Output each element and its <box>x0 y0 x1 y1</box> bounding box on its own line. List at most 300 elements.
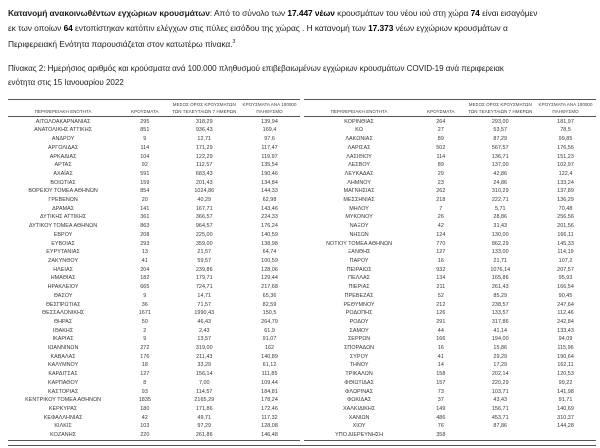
intro-gates-count: 64 <box>63 22 73 33</box>
cell-per100k: 65,36 <box>262 292 277 299</box>
cell-per100k: 97,6 <box>264 136 275 143</box>
cell-regional-unit: ΘΑΣΟΥ <box>53 292 73 299</box>
cell-avg7: 49,71 <box>197 414 212 421</box>
cell-per100k: 181,97 <box>557 118 574 125</box>
cell-per100k: 144,28 <box>557 423 574 430</box>
table-row <box>8 370 300 379</box>
cell-cases: 9 <box>143 292 147 299</box>
cell-per100k: 61,9 <box>264 327 275 334</box>
cell-regional-unit: ΝΑΞΟΥ <box>349 223 369 230</box>
table-row <box>304 309 596 318</box>
cell-regional-unit: ΑΝΔΡΟΥ <box>51 136 75 143</box>
cell-regional-unit: ΡΟΔΟΠΗΣ <box>345 310 373 317</box>
intro-line3-text: Περιφερειακή Ενότητα παρουσιάζεται στον κατωτέρω πίνακα. <box>8 38 233 49</box>
cell-avg7: 15,86 <box>493 345 508 352</box>
table-row <box>304 161 596 170</box>
cell-cases: 502 <box>436 144 446 151</box>
cell-avg7: 1024,86 <box>194 188 215 195</box>
table-row <box>8 396 300 405</box>
data-tables-container <box>8 99 596 441</box>
cell-avg7: 136,71 <box>491 153 509 160</box>
cell-per100k <box>535 431 596 440</box>
table-row <box>8 257 300 266</box>
table-row <box>8 326 300 335</box>
cell-avg7: 261,43 <box>491 284 509 291</box>
caption-line-2: ενότητα στις 15 Ιανουαρίου 2022 <box>8 77 124 87</box>
cell-cases: 770 <box>436 240 446 247</box>
cell-per100k: 115,96 <box>557 345 574 352</box>
cell-cases: 7 <box>439 205 443 212</box>
cell-cases: 44 <box>437 327 444 334</box>
cell-regional-unit: ΠΙΕΡΙΑΣ <box>348 284 370 291</box>
cell-cases: 166 <box>436 336 446 343</box>
cell-regional-unit: ΤΗΝΟΥ <box>349 362 369 369</box>
cell-per100k: 135,54 <box>261 162 278 169</box>
cell-regional-unit: ΝΗΣΩΝ <box>349 231 369 238</box>
cell-avg7: 5,71 <box>494 205 506 212</box>
cell-regional-unit: ΑΡΚΑΔΙΑΣ <box>49 153 77 160</box>
cell-cases: 26 <box>437 214 444 221</box>
cell-cases: 42 <box>141 414 148 421</box>
cell-regional-unit: ΣΑΜΟΥ <box>349 327 369 334</box>
table-row <box>304 222 596 231</box>
cell-avg7: 133,00 <box>491 249 509 256</box>
cell-regional-unit: ΗΡΑΚΛΕΙΟΥ <box>47 284 79 291</box>
header-avg7-line2-right: ΤΩΝ ΤΕΛΕΥΤΑΙΩΝ 7 ΗΜΕΡΩΝ <box>465 109 535 117</box>
table-row <box>304 396 596 405</box>
table-header-row-left <box>8 109 300 117</box>
header-per100k-line2-right: ΠΛΗΘΥΣΜΟ <box>535 109 596 117</box>
cell-per100k: 247,64 <box>557 301 574 308</box>
table-row <box>8 309 300 318</box>
cell-avg7: 43,43 <box>493 397 508 404</box>
table-row <box>8 135 300 144</box>
cell-per100k: 112,46 <box>557 310 574 317</box>
intro-line-3 <box>8 35 596 51</box>
table-row <box>8 213 300 222</box>
cell-avg7: 156,14 <box>195 371 213 378</box>
table-row <box>8 196 300 205</box>
cell-avg7: 2,43 <box>198 327 210 334</box>
cell-regional-unit: ΛΗΜΝΟΥ <box>347 179 371 186</box>
cell-cases: 93 <box>141 388 148 395</box>
cell-per100k: 137,89 <box>557 188 574 195</box>
cell-regional-unit: ΑΡΤΑΣ <box>54 162 72 169</box>
table-row <box>304 318 596 327</box>
table-row <box>304 387 596 396</box>
cell-cases: 220 <box>120 431 169 440</box>
cell-per100k: 176,24 <box>261 223 278 230</box>
intro-line2-c: νέων εγχώριων κρουσμάτων α <box>393 22 508 33</box>
cell-regional-unit: ΚΑΒΑΛΑΣ <box>50 353 76 360</box>
cell-per100k: 172,46 <box>261 405 278 412</box>
cell-regional-unit: ΠΕΙΡΑΙΩΣ <box>346 266 372 273</box>
table-row <box>304 326 596 335</box>
table-right-column <box>302 99 596 441</box>
cell-regional-unit: ΚΕΦΑΛΛΗΝΙΑΣ <box>43 414 83 421</box>
table-row <box>304 231 596 240</box>
table-row <box>304 292 596 301</box>
cell-regional-unit: ΦΩΚΙΔΑΣ <box>346 397 372 404</box>
cell-cases: 14 <box>437 362 444 369</box>
header-avg7-line2-left: ΤΩΝ ΤΕΛΕΥΤΑΙΩΝ 7 ΗΜΕΡΩΝ <box>169 109 239 117</box>
cell-regional-unit: ΚΑΣΤΟΡΙΑΣ <box>47 388 79 395</box>
cell-cases: 41 <box>437 353 444 360</box>
cell-cases: 16 <box>437 257 444 264</box>
cell-regional-unit: ΗΜΑΘΙΑΣ <box>50 275 76 282</box>
footnote-marker: 3 <box>232 39 236 46</box>
cell-avg7: 167,71 <box>195 205 213 212</box>
intro-line1-c: είναι εισαγόμεν <box>479 8 538 18</box>
cell-per100k: 128,06 <box>261 266 278 273</box>
cell-cases: 126 <box>436 310 446 317</box>
table-row <box>8 431 300 440</box>
cell-regional-unit: ΚΩ <box>355 127 363 134</box>
cell-cases: 264 <box>436 118 446 125</box>
cell-regional-unit: ΥΠΟ ΔΙΕΡΕΥΝΗΣΗ <box>304 431 416 440</box>
cell-cases: 114 <box>140 144 150 151</box>
table-row <box>8 405 300 414</box>
cell-avg7: 171,86 <box>195 405 213 412</box>
cell-avg7: 179,71 <box>195 275 213 282</box>
cell-cases: 291 <box>436 318 446 325</box>
cell-cases: 293 <box>140 240 150 247</box>
cell-per100k: 190,64 <box>557 353 574 360</box>
header-regional-unit-left: ΠΕΡΙΦΕΡΕΙΑΚΗ ΕΝΟΤΗΤΑ <box>8 109 120 117</box>
cell-per100k: 178,24 <box>261 397 278 404</box>
table-row <box>8 422 300 431</box>
cell-cases: 9 <box>143 336 147 343</box>
cell-avg7: 137,00 <box>491 162 509 169</box>
cell-cases: 89 <box>437 162 444 169</box>
cell-avg7: 310,29 <box>491 188 509 195</box>
cell-per100k: 95,93 <box>558 275 573 282</box>
cell-regional-unit: ΙΘΑΚΗΣ <box>52 327 74 334</box>
table-top-rule-right <box>304 99 596 109</box>
table-row <box>8 318 300 327</box>
cell-avg7: 453,71 <box>491 414 509 421</box>
cell-regional-unit: ΛΑΣΙΘΙΟΥ <box>346 153 372 160</box>
cell-per100k: 138,98 <box>261 240 278 247</box>
cell-cases: 42 <box>437 223 444 230</box>
cell-regional-unit: ΜΗΛΟΥ <box>349 205 369 212</box>
table-row <box>8 379 300 388</box>
table-row <box>8 144 300 153</box>
cell-avg7: 41,14 <box>493 327 508 334</box>
table-row <box>304 239 596 248</box>
cell-cases: 103 <box>140 423 150 430</box>
cell-cases: 1835 <box>138 397 151 404</box>
cell-cases: 36 <box>141 301 148 308</box>
cell-cases: 212 <box>436 301 446 308</box>
cell-cases: 932 <box>436 266 446 273</box>
cell-regional-unit: ΚΑΛΥΜΝΟΥ <box>47 362 79 369</box>
cell-cases: 29 <box>437 170 444 177</box>
cell-avg7: 317,86 <box>491 318 509 325</box>
cell-regional-unit: ΚΙΛΚΙΣ <box>54 423 72 430</box>
cell-regional-unit: ΔΡΑΜΑΣ <box>52 205 75 212</box>
table-row <box>8 300 300 309</box>
cell-cases: 134 <box>436 275 446 282</box>
cell-cases: 176 <box>140 353 150 360</box>
table-left-column <box>8 99 302 441</box>
header-cases-right: ΚΡΟΥΣΜΑΤΑ <box>416 109 465 117</box>
cell-regional-unit: ΠΡΕΒΕΖΑΣ <box>344 292 374 299</box>
cell-avg7: 46,43 <box>197 318 212 325</box>
cell-per100k: 166,11 <box>557 231 574 238</box>
cell-regional-unit: ΔΥΤΙΚΗΣ ΑΤΤΙΚΗΣ <box>39 214 87 221</box>
table-row <box>8 222 300 231</box>
cell-regional-unit: ΚΟΡΙΝΘΙΑΣ <box>344 118 374 125</box>
cell-per100k: 310,37 <box>557 414 574 421</box>
cell-cases: 2 <box>143 327 147 334</box>
cell-regional-unit: ΓΡΕΒΕΝΩΝ <box>48 197 78 204</box>
cell-avg7: 87,86 <box>493 423 508 430</box>
table-row <box>304 431 596 440</box>
cell-avg7: 201,43 <box>195 179 213 186</box>
cell-cases: 18 <box>141 362 148 369</box>
cell-cases: 104 <box>140 153 150 160</box>
table-row <box>8 292 300 301</box>
regional-unit-table-left <box>8 99 300 441</box>
cell-per100k: 162,11 <box>557 362 574 369</box>
cell-avg7: 21,57 <box>197 249 212 256</box>
cell-per100k: 140,69 <box>557 405 574 412</box>
cell-avg7: 122,29 <box>195 153 213 160</box>
cell-cases: 127 <box>436 249 446 256</box>
intro-line2-b: εντοπίστηκαν κατόπιν ελέγχων στις πύλες εισόδου της χώρας . Η κατανομή των <box>72 22 369 33</box>
cell-cases: 211 <box>436 284 446 291</box>
table-row <box>304 152 596 161</box>
header-per100k-line1-right: ΚΡΟΥΣΜΑΤΑ ΑΝΑ 100000 <box>535 99 596 109</box>
cell-avg7: 97,29 <box>197 423 212 430</box>
cell-cases: 665 <box>140 284 150 291</box>
cell-avg7: 53,57 <box>493 127 508 134</box>
cell-cases: 41 <box>141 257 148 264</box>
cell-avg7: 87,29 <box>493 136 508 143</box>
table-row <box>304 422 596 431</box>
cell-per100k: 91,71 <box>558 397 573 404</box>
cell-cases: 157 <box>436 379 446 386</box>
cell-per100k: 224,33 <box>261 214 278 221</box>
cell-cases: 9 <box>143 136 147 143</box>
cell-per100k: 114,19 <box>557 249 574 256</box>
cell-per100k: 264,79 <box>261 318 278 325</box>
page-bottom-rule <box>8 445 596 446</box>
cell-per100k: 117,47 <box>261 144 278 151</box>
cell-cases: 854 <box>140 188 150 195</box>
cell-per100k: 146,48 <box>239 431 300 440</box>
table-row <box>304 361 596 370</box>
cell-avg7: 567,57 <box>491 144 509 151</box>
cell-avg7: 24,86 <box>493 179 508 186</box>
cell-per100k: 134,84 <box>261 179 278 186</box>
intro-imported-count: 74 <box>470 8 480 18</box>
cell-cases: 158 <box>436 371 446 378</box>
cell-regional-unit: ΦΛΩΡΙΝΑΣ <box>345 388 374 395</box>
cell-cases: 591 <box>140 170 150 177</box>
cell-per100k: 166,54 <box>557 284 574 291</box>
cell-avg7: 261,86 <box>169 431 239 440</box>
table-header-row-right <box>304 109 596 117</box>
cell-regional-unit: ΞΑΝΘΗΣ <box>347 249 371 256</box>
cell-regional-unit: ΑΝΑΤΟΛΙΚΗΣ ΑΤΤΙΚΗΣ <box>34 127 93 134</box>
table-row <box>304 205 596 214</box>
cell-regional-unit: ΑΙΤΩΛΟΑΚΑΡΝΑΝΙΑΣ <box>35 118 91 125</box>
cell-cases: 76 <box>437 423 444 430</box>
cell-per100k: 136,29 <box>557 197 574 204</box>
cell-cases: 358 <box>416 431 465 440</box>
cell-cases: 1671 <box>138 310 151 317</box>
cell-regional-unit: ΤΡΙΚΑΛΩΝ <box>345 371 373 378</box>
cell-regional-unit: ΣΥΡΟΥ <box>349 353 369 360</box>
cell-per100k: 133,43 <box>557 327 574 334</box>
table-row <box>8 161 300 170</box>
cell-regional-unit: ΝΟΤΙΟΥ ΤΟΜΕΑ ΑΘΗΝΩΝ <box>326 240 393 247</box>
cell-regional-unit: ΘΗΡΑΣ <box>53 318 73 325</box>
table-head-right <box>304 99 596 117</box>
cell-per100k: 207,57 <box>557 266 574 273</box>
cell-regional-unit: ΚΟΖΑΝΗΣ <box>8 431 120 440</box>
header-avg7-line1-right: ΜΕΣΟΣ ΟΡΟΣ ΚΡΟΥΣΜΑΤΩΝ <box>465 99 535 109</box>
cell-avg7: 238,57 <box>491 301 509 308</box>
cell-per100k: 107,2 <box>558 257 573 264</box>
cell-regional-unit: ΔΥΤΙΚΟΥ ΤΟΜΕΑ ΑΘΗΝΩΝ <box>29 223 98 230</box>
table-row <box>304 248 596 257</box>
cell-avg7: 29,29 <box>493 353 508 360</box>
cell-regional-unit: ΜΥΚΟΝΟΥ <box>345 214 373 221</box>
table-top-rule-left <box>8 99 300 109</box>
cell-cases: 262 <box>436 188 446 195</box>
cell-cases: 141 <box>140 205 150 212</box>
cell-avg7: 1990,43 <box>194 310 215 317</box>
cell-cases: 208 <box>140 231 150 238</box>
cell-avg7: 33,29 <box>197 362 212 369</box>
cell-regional-unit: ΧΑΛΚΙΔΙΚΗΣ <box>342 405 376 412</box>
intro-total-cases: 17.447 νέων <box>287 8 335 18</box>
table-row <box>304 135 596 144</box>
cell-per100k: 217,68 <box>261 284 278 291</box>
cell-avg7: 14,71 <box>197 292 212 299</box>
cell-avg7: 28,86 <box>493 214 508 221</box>
cell-per100k: 201,56 <box>557 223 574 230</box>
cell-regional-unit: ΧΙΟΥ <box>352 423 366 430</box>
cell-per100k: 109,44 <box>261 379 278 386</box>
cell-avg7: 42,86 <box>493 170 508 177</box>
cell-cases: 124 <box>436 231 446 238</box>
cell-cases: 23 <box>437 179 444 186</box>
cell-avg7: 21,71 <box>493 257 508 264</box>
intro-lead-label: Κατανομή ανακοινωθέντων εγχώριων κρουσμάτων <box>8 8 210 18</box>
cell-per100k: 140,59 <box>261 231 278 238</box>
table-row <box>8 170 300 179</box>
cell-avg7: 964,57 <box>195 223 213 230</box>
cell-per100k: 82,59 <box>262 301 277 308</box>
cell-cases: 486 <box>436 414 446 421</box>
cell-regional-unit: ΘΕΣΠΡΩΤΙΑΣ <box>45 301 81 308</box>
table-row <box>304 283 596 292</box>
cell-avg7: 211,43 <box>196 353 213 360</box>
intro-domestic-count: 17.373 <box>368 22 394 33</box>
cell-per100k: 61,12 <box>262 362 277 369</box>
cell-avg7: 31,43 <box>493 223 508 230</box>
table-row <box>304 144 596 153</box>
cell-avg7: 936,43 <box>195 127 213 134</box>
cell-per100k: 256,56 <box>557 214 574 221</box>
cell-cases: 37 <box>437 397 444 404</box>
cell-regional-unit: ΠΕΛΛΑΣ <box>348 275 371 282</box>
cell-regional-unit: ΖΑΚΥΝΘΟΥ <box>48 257 79 264</box>
intro-line1-b: κρουσμάτων του νέου ιού στη χώρα <box>334 8 471 18</box>
cell-avg7: 13,57 <box>197 336 212 343</box>
cell-per100k: 129,44 <box>261 275 278 282</box>
cell-avg7 <box>465 431 535 440</box>
cell-avg7: 683,43 <box>195 170 213 177</box>
cell-per100k: 140,89 <box>261 353 278 360</box>
cell-avg7: 359,00 <box>195 240 213 247</box>
cell-cases: 863 <box>140 223 150 230</box>
cell-cases: 92 <box>141 162 148 169</box>
cell-per100k: 141,98 <box>557 388 574 395</box>
table-row <box>8 274 300 283</box>
cell-per100k: 119,97 <box>261 153 278 160</box>
cell-regional-unit: ΜΕΣΣΗΝΙΑΣ <box>343 197 375 204</box>
cell-avg7: 171,29 <box>195 144 213 151</box>
table-row <box>304 352 596 361</box>
table-row <box>304 196 596 205</box>
table-row <box>8 231 300 240</box>
table-row <box>8 335 300 344</box>
table-head-left <box>8 99 300 117</box>
cell-regional-unit: ΛΑΡΙΣΑΣ <box>347 144 371 151</box>
cell-cases: 159 <box>140 179 150 186</box>
cell-regional-unit: ΚΑΡΔΙΤΣΑΣ <box>48 371 78 378</box>
header-per100k-line2-left: ΠΛΗΘΥΣΜΟ <box>239 109 300 117</box>
cell-per100k: 128,08 <box>261 423 278 430</box>
cell-per100k: 143,46 <box>261 205 278 212</box>
table-row <box>304 117 596 126</box>
cell-avg7: 165,86 <box>491 275 509 282</box>
table-row <box>8 283 300 292</box>
table-caption <box>8 62 596 90</box>
cell-per100k: 145,33 <box>557 240 574 247</box>
cell-avg7: 114,57 <box>196 388 213 395</box>
table-row <box>8 178 300 187</box>
cell-per100k: 242,84 <box>557 318 574 325</box>
cell-regional-unit: ΛΕΥΚΑΔΑΣ <box>344 170 374 177</box>
cell-regional-unit: ΡΕΘΥΜΝΟΥ <box>343 301 375 308</box>
table-row <box>8 205 300 214</box>
cell-regional-unit: ΑΡΓΟΛΙΔΑΣ <box>47 144 79 151</box>
cell-avg7: 202,14 <box>491 371 509 378</box>
cell-avg7: 130,00 <box>491 231 509 238</box>
cell-per100k: 144,33 <box>261 188 278 195</box>
cell-cases: 13 <box>141 249 148 256</box>
cell-regional-unit: ΠΑΡΟΥ <box>349 257 369 264</box>
cell-avg7: 2165,29 <box>194 397 215 404</box>
table-row <box>8 361 300 370</box>
cell-cases: 851 <box>140 127 150 134</box>
cell-regional-unit: ΕΒΡΟΥ <box>53 231 73 238</box>
cell-per100k: 190,46 <box>261 170 278 177</box>
table-row <box>8 187 300 196</box>
table-row <box>304 274 596 283</box>
cell-cases: 27 <box>437 127 444 134</box>
cell-regional-unit: ΦΘΙΩΤΙΔΑΣ <box>344 379 374 386</box>
intro-line-1 <box>8 6 596 21</box>
table-row <box>8 126 300 135</box>
cell-per100k: 162 <box>264 345 275 352</box>
